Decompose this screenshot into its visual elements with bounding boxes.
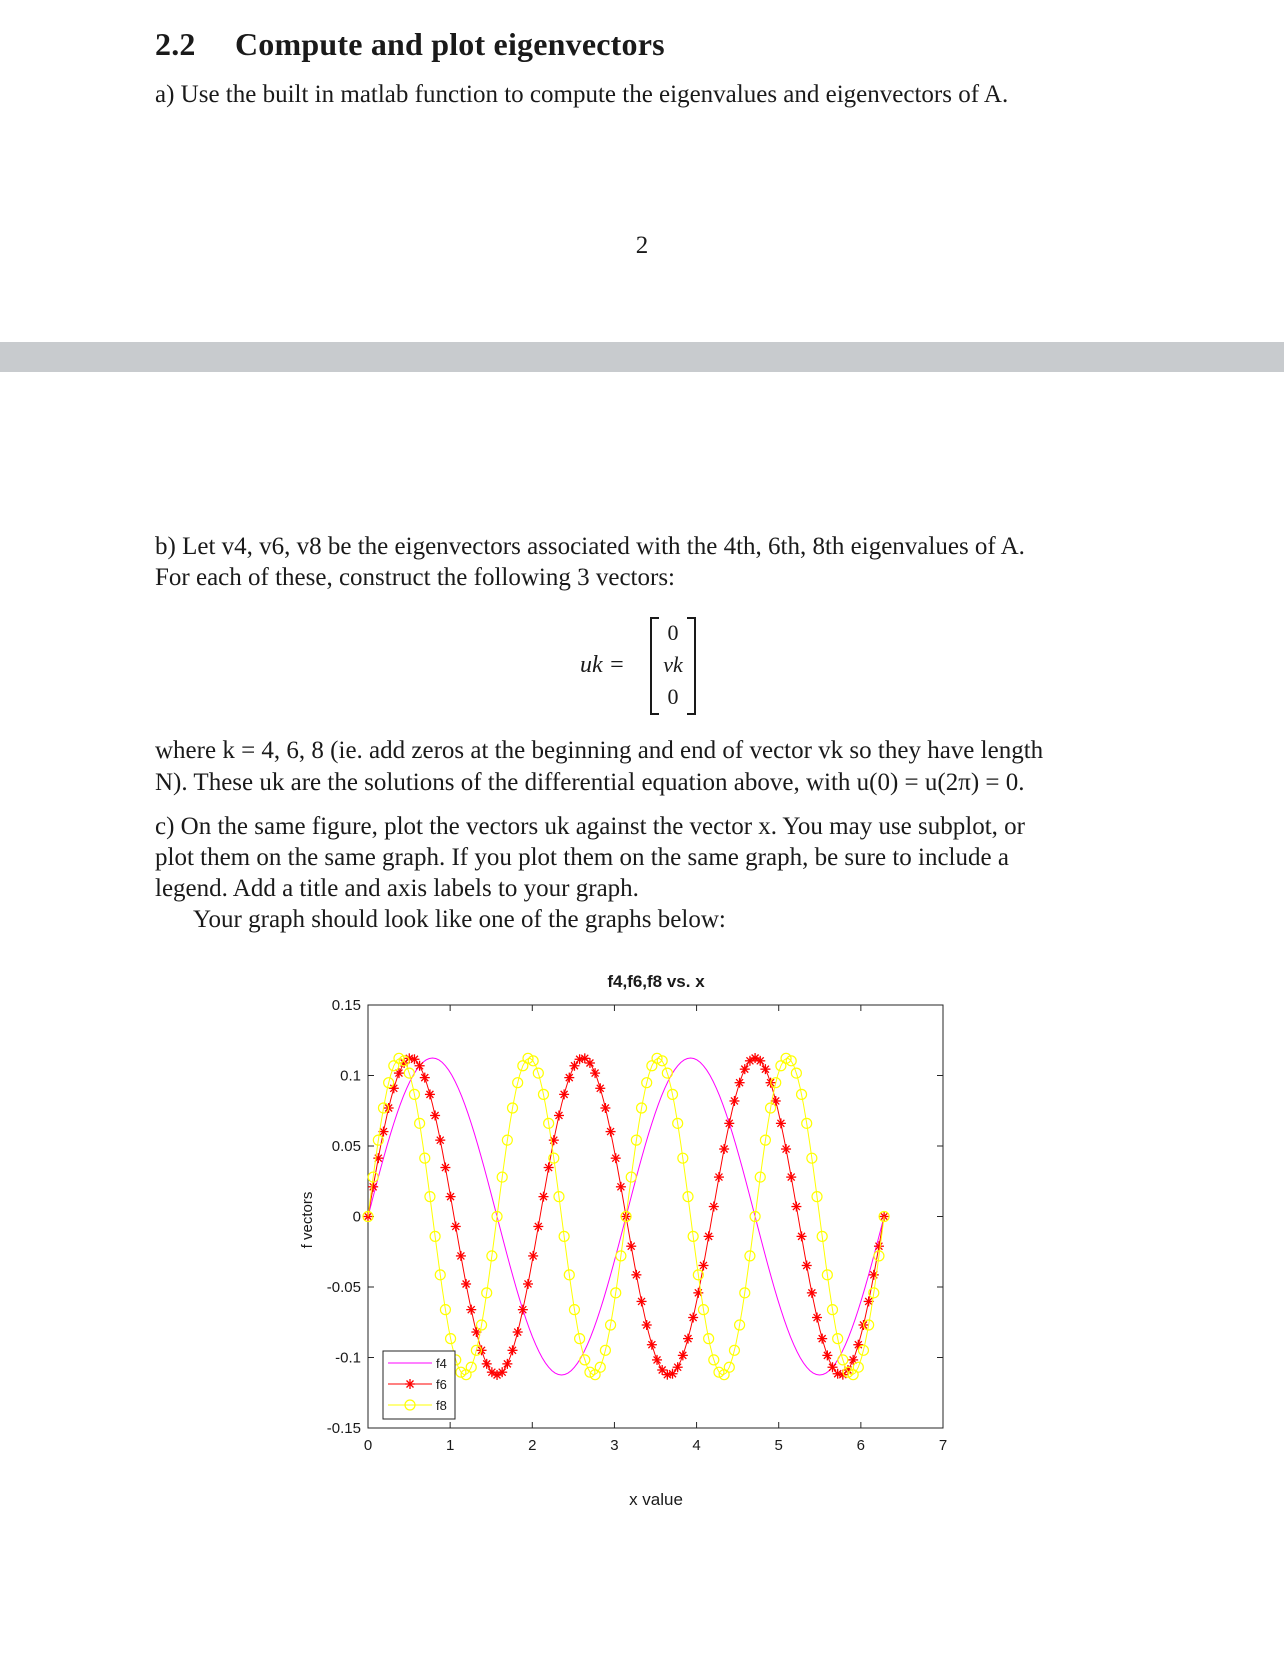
legend <box>383 1351 455 1419</box>
y-tick-label: -0.05 <box>326 1279 361 1296</box>
data-point-asterisk <box>714 1172 724 1182</box>
column-vector <box>650 617 696 713</box>
data-point-asterisk <box>405 1379 415 1389</box>
section-title: Compute and plot eigenvectors <box>235 26 665 62</box>
x-tick-labels <box>364 1437 947 1454</box>
data-point-asterisk <box>673 1362 683 1372</box>
data-point-asterisk <box>631 1270 641 1280</box>
part-b-line1: b) Let v4, v6, v8 be the eigenvectors associated with the 4th, 6th, 8th eigenvalues of A. <box>155 533 1025 560</box>
x-tick-label: 2 <box>528 1437 537 1454</box>
legend-label-f6: f6 <box>436 1377 447 1392</box>
part-c-line2: plot them on the same graph. If you plot them on the same graph, be sure to include a <box>155 844 1009 871</box>
chart-title: f4,f6,f8 vs. x <box>607 972 705 991</box>
part-b-line2: For each of these, construct the following 3 vectors: <box>155 564 675 591</box>
x-axis-label: x value <box>629 1490 683 1509</box>
vector-entry-bot: 0 <box>667 684 679 709</box>
y-tick-label: -0.1 <box>335 1349 361 1367</box>
part-c-line1: c) On the same figure, plot the vectors uk against the vector x. You may use subplot, or <box>155 813 1025 840</box>
x-tick-label: 1 <box>445 1437 455 1454</box>
x-tick-label: 7 <box>938 1437 948 1454</box>
data-point-asterisk <box>797 1231 807 1241</box>
legend-label-f4: f4 <box>436 1356 447 1371</box>
equation-lhs: uk = <box>580 652 625 678</box>
x-tick-label: 3 <box>610 1437 619 1454</box>
x-tick-label: 0 <box>363 1437 373 1454</box>
y-tick-label: 0.1 <box>340 1067 361 1085</box>
vector-entry-mid: vk <box>663 652 683 677</box>
legend-label-f8: f8 <box>436 1398 447 1413</box>
page-number: 2 <box>635 232 649 259</box>
equation-uk <box>580 617 710 713</box>
section-heading <box>155 26 665 63</box>
where-line1: where k = 4, 6, 8 (ie. add zeros at the beginning and end of vector vk so they have length <box>155 737 1044 764</box>
vector-entry-top: 0 <box>667 620 679 645</box>
where-line2: N). These uk are the solutions of the differential equation above, with u(0) = u(2π) = 0. <box>155 769 1025 796</box>
page-separator <box>0 342 1284 372</box>
data-point-asterisk <box>487 1367 497 1377</box>
y-tick-labels <box>327 997 361 1437</box>
data-point-asterisk <box>492 1370 502 1380</box>
section-number: 2.2 <box>155 26 196 62</box>
data-point-asterisk <box>848 1355 858 1365</box>
y-tick-label: 0.05 <box>331 1138 361 1155</box>
eigenvector-chart <box>270 970 950 1520</box>
y-axis-label: f vectors <box>299 1191 316 1249</box>
x-tick-label: 5 <box>774 1437 783 1454</box>
y-tick-label: 0.15 <box>331 997 361 1014</box>
y-tick-label: -0.15 <box>326 1420 361 1437</box>
part-a-text: a) Use the built in matlab function to compute the eigenvalues and eigenvectors of A. <box>155 81 1009 108</box>
data-point-asterisk <box>626 1241 636 1251</box>
data-point-asterisk <box>678 1350 688 1360</box>
y-tick-label: 0 <box>352 1208 361 1226</box>
x-tick-label: 4 <box>692 1437 701 1454</box>
x-tick-label: 6 <box>856 1437 866 1454</box>
part-c-line3: legend. Add a title and axis labels to your graph. <box>155 875 639 902</box>
part-c-line4: Your graph should look like one of the graphs below: <box>193 906 726 933</box>
